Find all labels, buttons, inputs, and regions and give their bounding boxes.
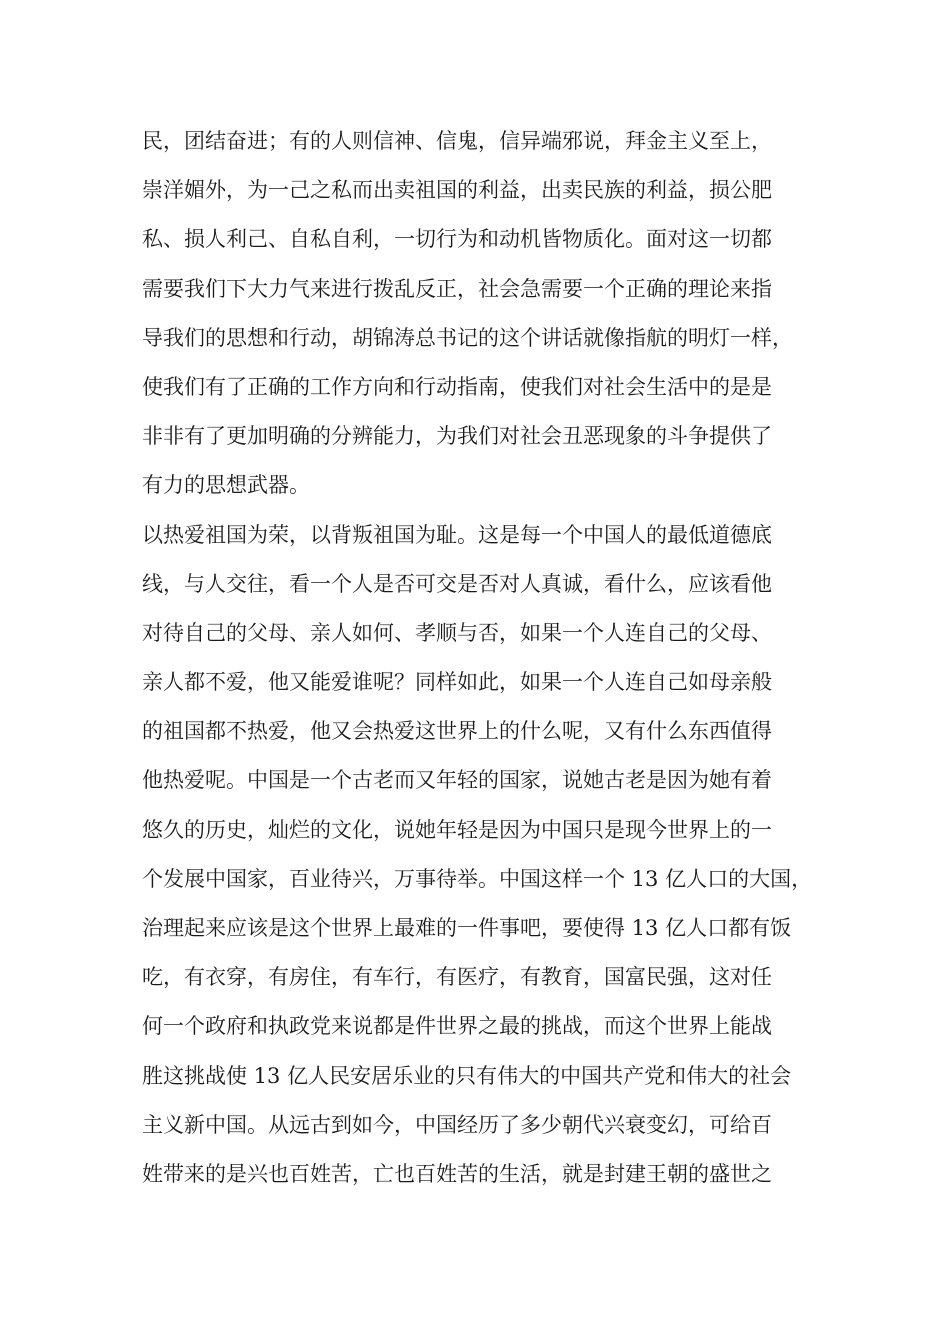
- body-text: [142, 117, 842, 1199]
- text-line: 对待自己的父母、亲人如何、孝顺与否，如果一个人连自己的父母、: [142, 620, 772, 645]
- paragraph: [142, 511, 842, 1200]
- text-line: 的祖国都不热爱，他又会热爱这世界上的什么呢，又有什么东西值得: [142, 719, 772, 744]
- text-line: 姓带来的是兴也百姓苦，亡也百姓苦的生活，就是封建王朝的盛世之: [142, 1161, 772, 1186]
- text-line: 悠久的历史，灿烂的文化，说她年轻是因为中国只是现今世界上的一: [142, 817, 772, 842]
- text-line: 治理起来应该是这个世界上最难的一件事吧，要使得 13 亿人口都有饭: [142, 916, 792, 940]
- text-line: 个发展中国家，百业待兴，万事待举。中国这样一个 13 亿人口的大国，: [142, 866, 813, 891]
- text-line: 线，与人交往，看一个人是否可交是否对人真诚，看什么，应该看他: [142, 571, 772, 596]
- text-line: 有力的思想武器。: [142, 473, 310, 498]
- text-line: 吃，有衣穿，有房住，有车行，有医疗，有教育，国富民强，这对任: [142, 965, 772, 990]
- text-line: 私、损人利己、自私自利，一切行为和动机皆物质化。面对这一切都: [142, 227, 772, 252]
- text-line: 亲人都不爱，他又能爱谁呢？同样如此，如果一个人连自己如母亲般: [142, 670, 772, 695]
- text-line: 使我们有了正确的工作方向和行动指南，使我们对社会生活中的是是: [142, 374, 772, 399]
- text-line: 非非有了更加明确的分辨能力，为我们对社会丑恶现象的斗争提供了: [142, 424, 772, 449]
- text-line: 民，团结奋进；有的人则信神、信鬼，信异端邪说，拜金主义至上，: [142, 129, 772, 153]
- paragraph: [142, 117, 842, 511]
- text-line: 导我们的思想和行动，胡锦涛总书记的这个讲话就像指航的明灯一样，: [142, 325, 793, 350]
- text-line: 他热爱呢。中国是一个古老而又年轻的国家，说她古老是因为她有着: [142, 768, 772, 793]
- text-line: 胜这挑战使 13 亿人民安居乐业的只有伟大的中国共产党和伟大的社会: [142, 1063, 792, 1088]
- text-line: 崇洋媚外，为一己之私而出卖祖国的利益，出卖民族的利益，损公肥: [142, 178, 772, 203]
- text-line: 以热爱祖国为荣，以背叛祖国为耻。这是每一个中国人的最低道德底: [142, 522, 772, 547]
- text-line: 主义新中国。从远古到如今，中国经历了多少朝代兴衰变幻，可给百: [142, 1112, 772, 1137]
- text-line: 需要我们下大力气来进行拨乱反正，社会急需要一个正确的理论来指: [142, 276, 772, 301]
- text-line: 何一个政府和执政党来说都是件世界之最的挑战，而这个世界上能战: [142, 1014, 772, 1039]
